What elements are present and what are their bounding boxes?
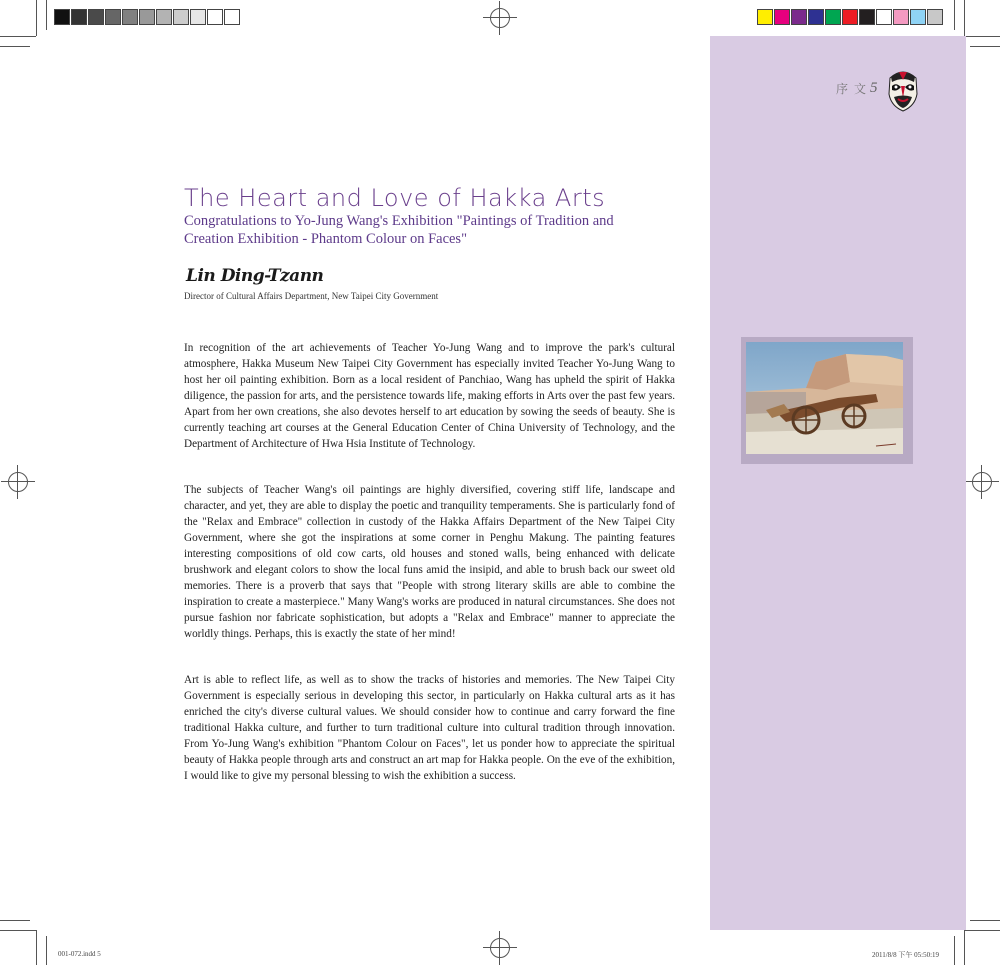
color-swatch [910, 9, 926, 25]
footer-file-info: 001-072.indd 5 [58, 950, 101, 958]
article-title: The Heart and Love of Hakka Arts [184, 184, 606, 212]
painting-image [746, 342, 903, 454]
footer-timestamp: 2011/8/8 下午 05:50:19 [872, 951, 940, 959]
color-swatch [842, 9, 858, 25]
color-swatch [774, 9, 790, 25]
gray-swatch [156, 9, 172, 25]
gray-swatch [71, 9, 87, 25]
chapter-header: 序文 [836, 82, 873, 96]
color-swatch [808, 9, 824, 25]
author-role: Director of Cultural Affairs Department, New Taipei City Government [184, 291, 439, 301]
color-swatch [791, 9, 807, 25]
gray-swatch [54, 9, 70, 25]
paragraph: In recognition of the art achievements of Teacher Yo-Jung Wang and to improve the park's cultural atmosphere, Hakka Museum New Taipei City Government has especially invited Teacher Yo-Jung Wang to host her oil painting exhibition. Born as a local resident of Panchiao, Wang has upheld the spirit of Hakka diligence, the passion for arts, and the persistence towards life, making efforts in Arts over the past few years. Apart from her own creations, she also devotes herself to art education by sowing the seeds of beauty. She is currently teaching art courses at the General Education Center of China University of Technology, and the Department of Architecture of Hwa Hsia Institute of Technology. [184, 342, 675, 450]
opera-mask-icon [885, 68, 921, 112]
sidebar-band [710, 36, 966, 930]
color-swatch [825, 9, 841, 25]
page-number: 5 [870, 80, 878, 96]
article-subtitle: Congratulations to Yo-Jung Wang's Exhibition "Paintings of Tradition and Creation Exhibition - Phantom Colour on Faces" [184, 213, 614, 247]
gray-swatch [88, 9, 104, 25]
gray-swatch [207, 9, 223, 25]
color-swatch [876, 9, 892, 25]
paragraph: Art is able to reflect life, as well as to show the tracks of histories and memories. The New Taipei City Government is especially serious in developing this sector, in particularly on Hakka cultural arts as it has enriched the city's diverse cultural values. We should consider how to continue and carry forward the fine traditional Hakka culture, and further to turn traditional culture into cultural tradition through innovation. From Yo-Jung Wang's exhibition "Phantom Colour on Faces", let us ponder how to appreciate the spiritual beauty of Hakka people through arts and construct an art map for Hakka people. On the eve of the exhibition, I would like to give my personal blessing to wish the exhibition a success. [184, 674, 675, 782]
color-swatch [927, 9, 943, 25]
gray-swatch [190, 9, 206, 25]
gray-swatch [122, 9, 138, 25]
color-swatch [893, 9, 909, 25]
paragraph: The subjects of Teacher Wang's oil paintings are highly diversified, covering stiff life, landscape and character, and yet, they are able to display the poetic and tranquility temperaments. She is particularly fond of the "Relax and Embrace" collection in custody of the Hakka Affairs Department of the New Taipei City Government, where she got the inspirations at some corner in Penghu Makung. The painting features interesting compositions of old cow carts, old houses and stoned walls, being enhanced with delicate brushwork and elegant colors to show the local funs amid the insipid, and able to brush back our sweet old memories. There is a proverb that says that "People with strong literary skills are able to combine the inspiration to create a masterpiece." Many Wang's works are produced in natural circumstances. She does not pursue fashion nor fabricate sophistication, but adopts a "Relax and Embrace" manner to appreciate the worldly things. Perhaps, this is exactly the state of her mind! [184, 484, 676, 640]
registration-mark [490, 938, 510, 958]
registration-mark [490, 8, 510, 28]
gray-swatch [173, 9, 189, 25]
gray-swatch [105, 9, 121, 25]
gray-swatch [139, 9, 155, 25]
registration-mark [8, 472, 28, 492]
registration-mark [972, 472, 992, 492]
color-swatch [757, 9, 773, 25]
color-swatch [859, 9, 875, 25]
author-signature: Lin Ding-Tzann [186, 266, 324, 286]
gray-swatch [224, 9, 240, 25]
